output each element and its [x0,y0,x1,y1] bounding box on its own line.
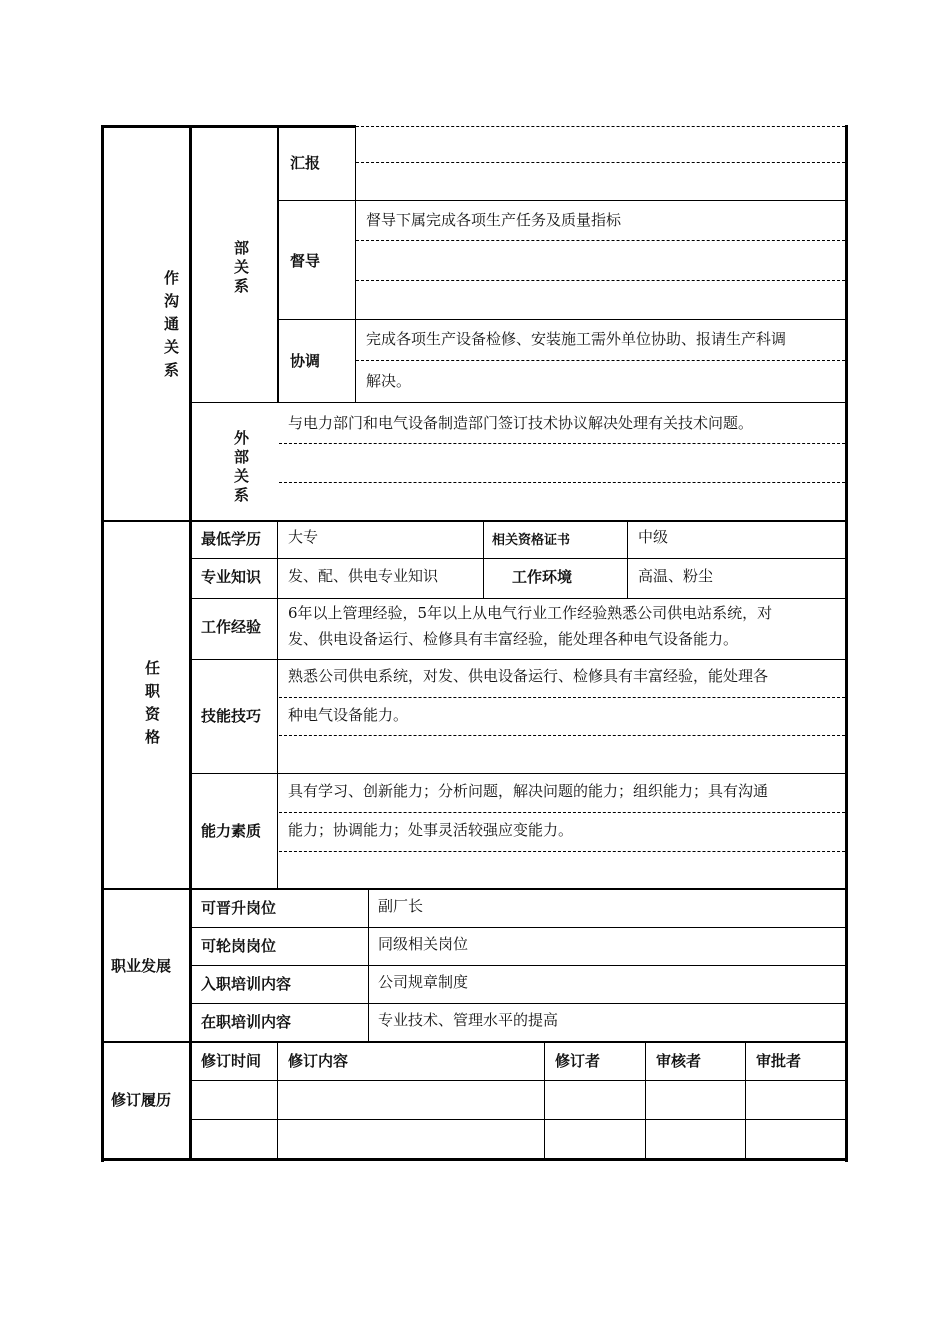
career-hline [192,1003,845,1004]
ability-label: 能力素质 [201,822,262,840]
comm-hline-internal [192,402,845,403]
supervise-text: 督导下属完成各项生产任务及质量指标 [366,211,622,229]
qual-divider-cert-left [483,522,484,599]
dash-line [279,735,845,736]
dash-line [279,443,845,444]
education-value: 大专 [288,528,319,546]
experience-text-line1: 6年以上管理经验，5年以上从电气行业工作经验熟悉公司供电站系统，对 [288,604,773,622]
comm-hline-report [279,200,845,201]
career-hline [192,927,845,928]
skills-label: 技能技巧 [201,707,262,725]
section1-bottom [104,520,845,522]
revision-header-content: 修订内容 [288,1052,349,1070]
ability-text-line1: 具有学习、创新能力；分析问题，解决问题的能力；组织能力；具有沟通 [288,782,769,800]
career-hline [192,965,845,966]
certificate-label: 相关资格证书 [492,533,571,548]
career-row-value: 同级相关岗位 [378,935,469,953]
career-row-value: 公司规章制度 [378,973,469,991]
revision-divider-v [645,1043,646,1160]
outer-border-bottom [101,1158,848,1161]
knowledge-value: 发、配、供电专业知识 [288,567,439,585]
outer-border-top [101,125,356,128]
outer-border-left [101,125,104,1162]
revision-divider-v [745,1043,746,1160]
education-label: 最低学历 [201,530,262,548]
coordinate-text-line1: 完成各项生产设备检修、安装施工需外单位协助、报请生产科调 [366,330,787,348]
coordinate-text-line2: 解决。 [366,372,412,390]
revision-header-reviser: 修订者 [555,1052,601,1070]
qual-hline [192,773,845,774]
knowledge-label: 专业知识 [201,568,262,586]
external-text: 与电力部门和电气设备制造部门签订技术协议解决处理有关技术问题。 [288,414,754,432]
qual-divider-cert-right [627,522,628,599]
career-row-value: 副厂长 [378,897,424,915]
qual-hline [192,598,845,599]
dash-line [356,280,845,281]
revision-section-title: 修订履历 [111,1091,172,1109]
supervise-label: 督导 [290,252,321,270]
revision-divider-v [544,1043,545,1160]
qual-hline [192,659,845,660]
revision-header-date: 修订时间 [201,1052,262,1070]
dash-line [356,240,845,241]
external-relation-label: 外部关系 [232,430,250,506]
career-row-label: 可晋升岗位 [201,899,277,917]
comm-section-title: 作沟通关系 [162,270,180,385]
environment-value: 高温、粉尘 [638,567,714,585]
qual-hline [192,558,845,559]
coordinate-label: 协调 [290,352,321,370]
revision-header-approver: 审批者 [756,1052,802,1070]
revision-header-checker: 审核者 [656,1052,702,1070]
dash-line [356,162,845,163]
qual-section-title: 任职资格 [143,660,161,752]
comm-subdivider-v1 [277,125,279,403]
skills-text-line1: 熟悉公司供电系统，对发、供电设备运行、检修具有丰富经验，能处理各 [288,667,769,685]
comm-subdivider-v2 [355,125,356,403]
dash-line [279,851,845,852]
experience-text-line2: 发、供电设备运行、检修具有丰富经验，能处理各种电气设备能力。 [288,630,739,648]
section2-bottom [104,888,845,890]
ability-text-line2: 能力；协调能力；处事灵活较强应变能力。 [288,821,574,839]
certificate-value: 中级 [638,528,669,546]
qual-divider-v1 [277,522,278,888]
dash-line [356,360,845,361]
internal-relation-label: 部关系 [232,240,250,297]
dash-line [356,126,845,127]
comm-hline-supervise [279,319,845,320]
experience-label: 工作经验 [201,618,262,636]
career-row-label: 入职培训内容 [201,975,292,993]
revision-hline [192,1080,845,1081]
outer-border-right [845,125,848,1162]
revision-hline [192,1119,845,1120]
dash-line [279,812,845,813]
section3-bottom [104,1041,845,1043]
environment-label: 工作环境 [512,568,573,586]
revision-divider-v [277,1043,278,1160]
first-column-divider [189,125,192,1161]
career-row-label: 在职培训内容 [201,1013,292,1031]
dash-line [279,482,845,483]
report-label: 汇报 [290,154,321,172]
career-row-label: 可轮岗岗位 [201,937,277,955]
dash-line [279,697,845,698]
skills-text-line2: 种电气设备能力。 [288,706,409,724]
career-section-title: 职业发展 [111,957,172,975]
career-row-value: 专业技术、管理水平的提高 [378,1011,559,1029]
